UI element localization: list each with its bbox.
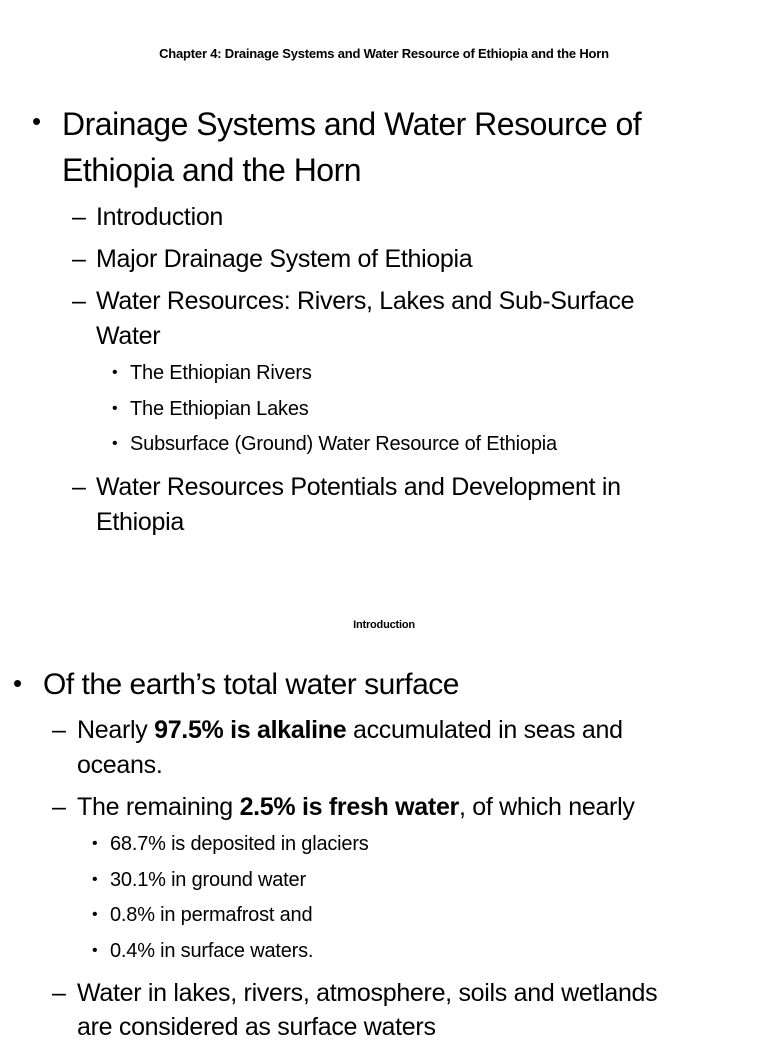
text-fragment: Nearly: [77, 716, 155, 744]
emphasis-alkaline: 97.5% is alkaline: [154, 716, 347, 744]
slide-title: Chapter 4: Drainage Systems and Water Resource of Ethiopia and the Horn: [159, 46, 609, 61]
dash-marker: –: [52, 716, 66, 744]
outline-item-potentials: Water Resources Potentials and Development in: [96, 473, 621, 501]
bullet-marker: •: [112, 400, 118, 417]
item-alkaline-water: [77, 716, 623, 745]
item-alkaline-water-continued: oceans.: [77, 751, 163, 779]
dash-marker: –: [72, 245, 86, 273]
bullet-marker: •: [92, 871, 98, 888]
bullet-marker: •: [92, 906, 98, 923]
outline-item-major-drainage: Major Drainage System of Ethiopia: [96, 245, 473, 273]
emphasis-fresh-water: 2.5% is fresh water: [239, 793, 459, 821]
subitem-glaciers: 68.7% is deposited in glaciers: [110, 833, 369, 855]
dash-marker: –: [52, 979, 66, 1007]
slide-introduction: [0, 600, 768, 1041]
bullet-marker: •: [13, 668, 23, 698]
main-bullet-text-continued: Ethiopia and the Horn: [62, 152, 362, 188]
item-surface-waters-continued: are considered as surface waters: [77, 1013, 436, 1041]
bullet-marker: •: [112, 435, 118, 452]
subitem-ground-water: 30.1% in ground water: [110, 869, 306, 891]
main-bullet-text: Drainage Systems and Water Resource of: [62, 106, 642, 142]
subitem-permafrost: 0.8% in permafrost and: [110, 904, 313, 926]
outline-item-potentials-continued: Ethiopia: [96, 508, 184, 536]
outline-item-water-resources-continued: Water: [96, 322, 161, 350]
outline-item-introduction: Introduction: [96, 203, 224, 231]
bullet-marker: •: [92, 942, 98, 959]
slide-title: Introduction: [353, 619, 415, 631]
bullet-marker: •: [32, 106, 42, 136]
subitem-surface-waters: 0.4% in surface waters.: [110, 940, 314, 962]
outline-subitem-rivers: The Ethiopian Rivers: [130, 362, 312, 384]
text-fragment: , of which nearly: [458, 793, 635, 821]
item-surface-waters: Water in lakes, rivers, atmosphere, soils and wetlands: [77, 979, 658, 1007]
dash-marker: –: [72, 203, 86, 231]
dash-marker: –: [72, 287, 86, 315]
text-fragment: accumulated in seas and: [346, 716, 623, 744]
dash-marker: –: [52, 793, 66, 821]
outline-item-water-resources: Water Resources: Rivers, Lakes and Sub-Surface: [96, 287, 635, 315]
bullet-marker: •: [92, 835, 98, 852]
main-bullet-text: Of the earth’s total water surface: [43, 668, 459, 701]
dash-marker: –: [72, 473, 86, 501]
text-fragment: The remaining: [77, 793, 240, 821]
bullet-marker: •: [112, 364, 118, 381]
item-fresh-water: [77, 793, 635, 822]
outline-subitem-lakes: The Ethiopian Lakes: [130, 398, 309, 420]
outline-subitem-subsurface: Subsurface (Ground) Water Resource of Ethiopia: [130, 433, 557, 455]
